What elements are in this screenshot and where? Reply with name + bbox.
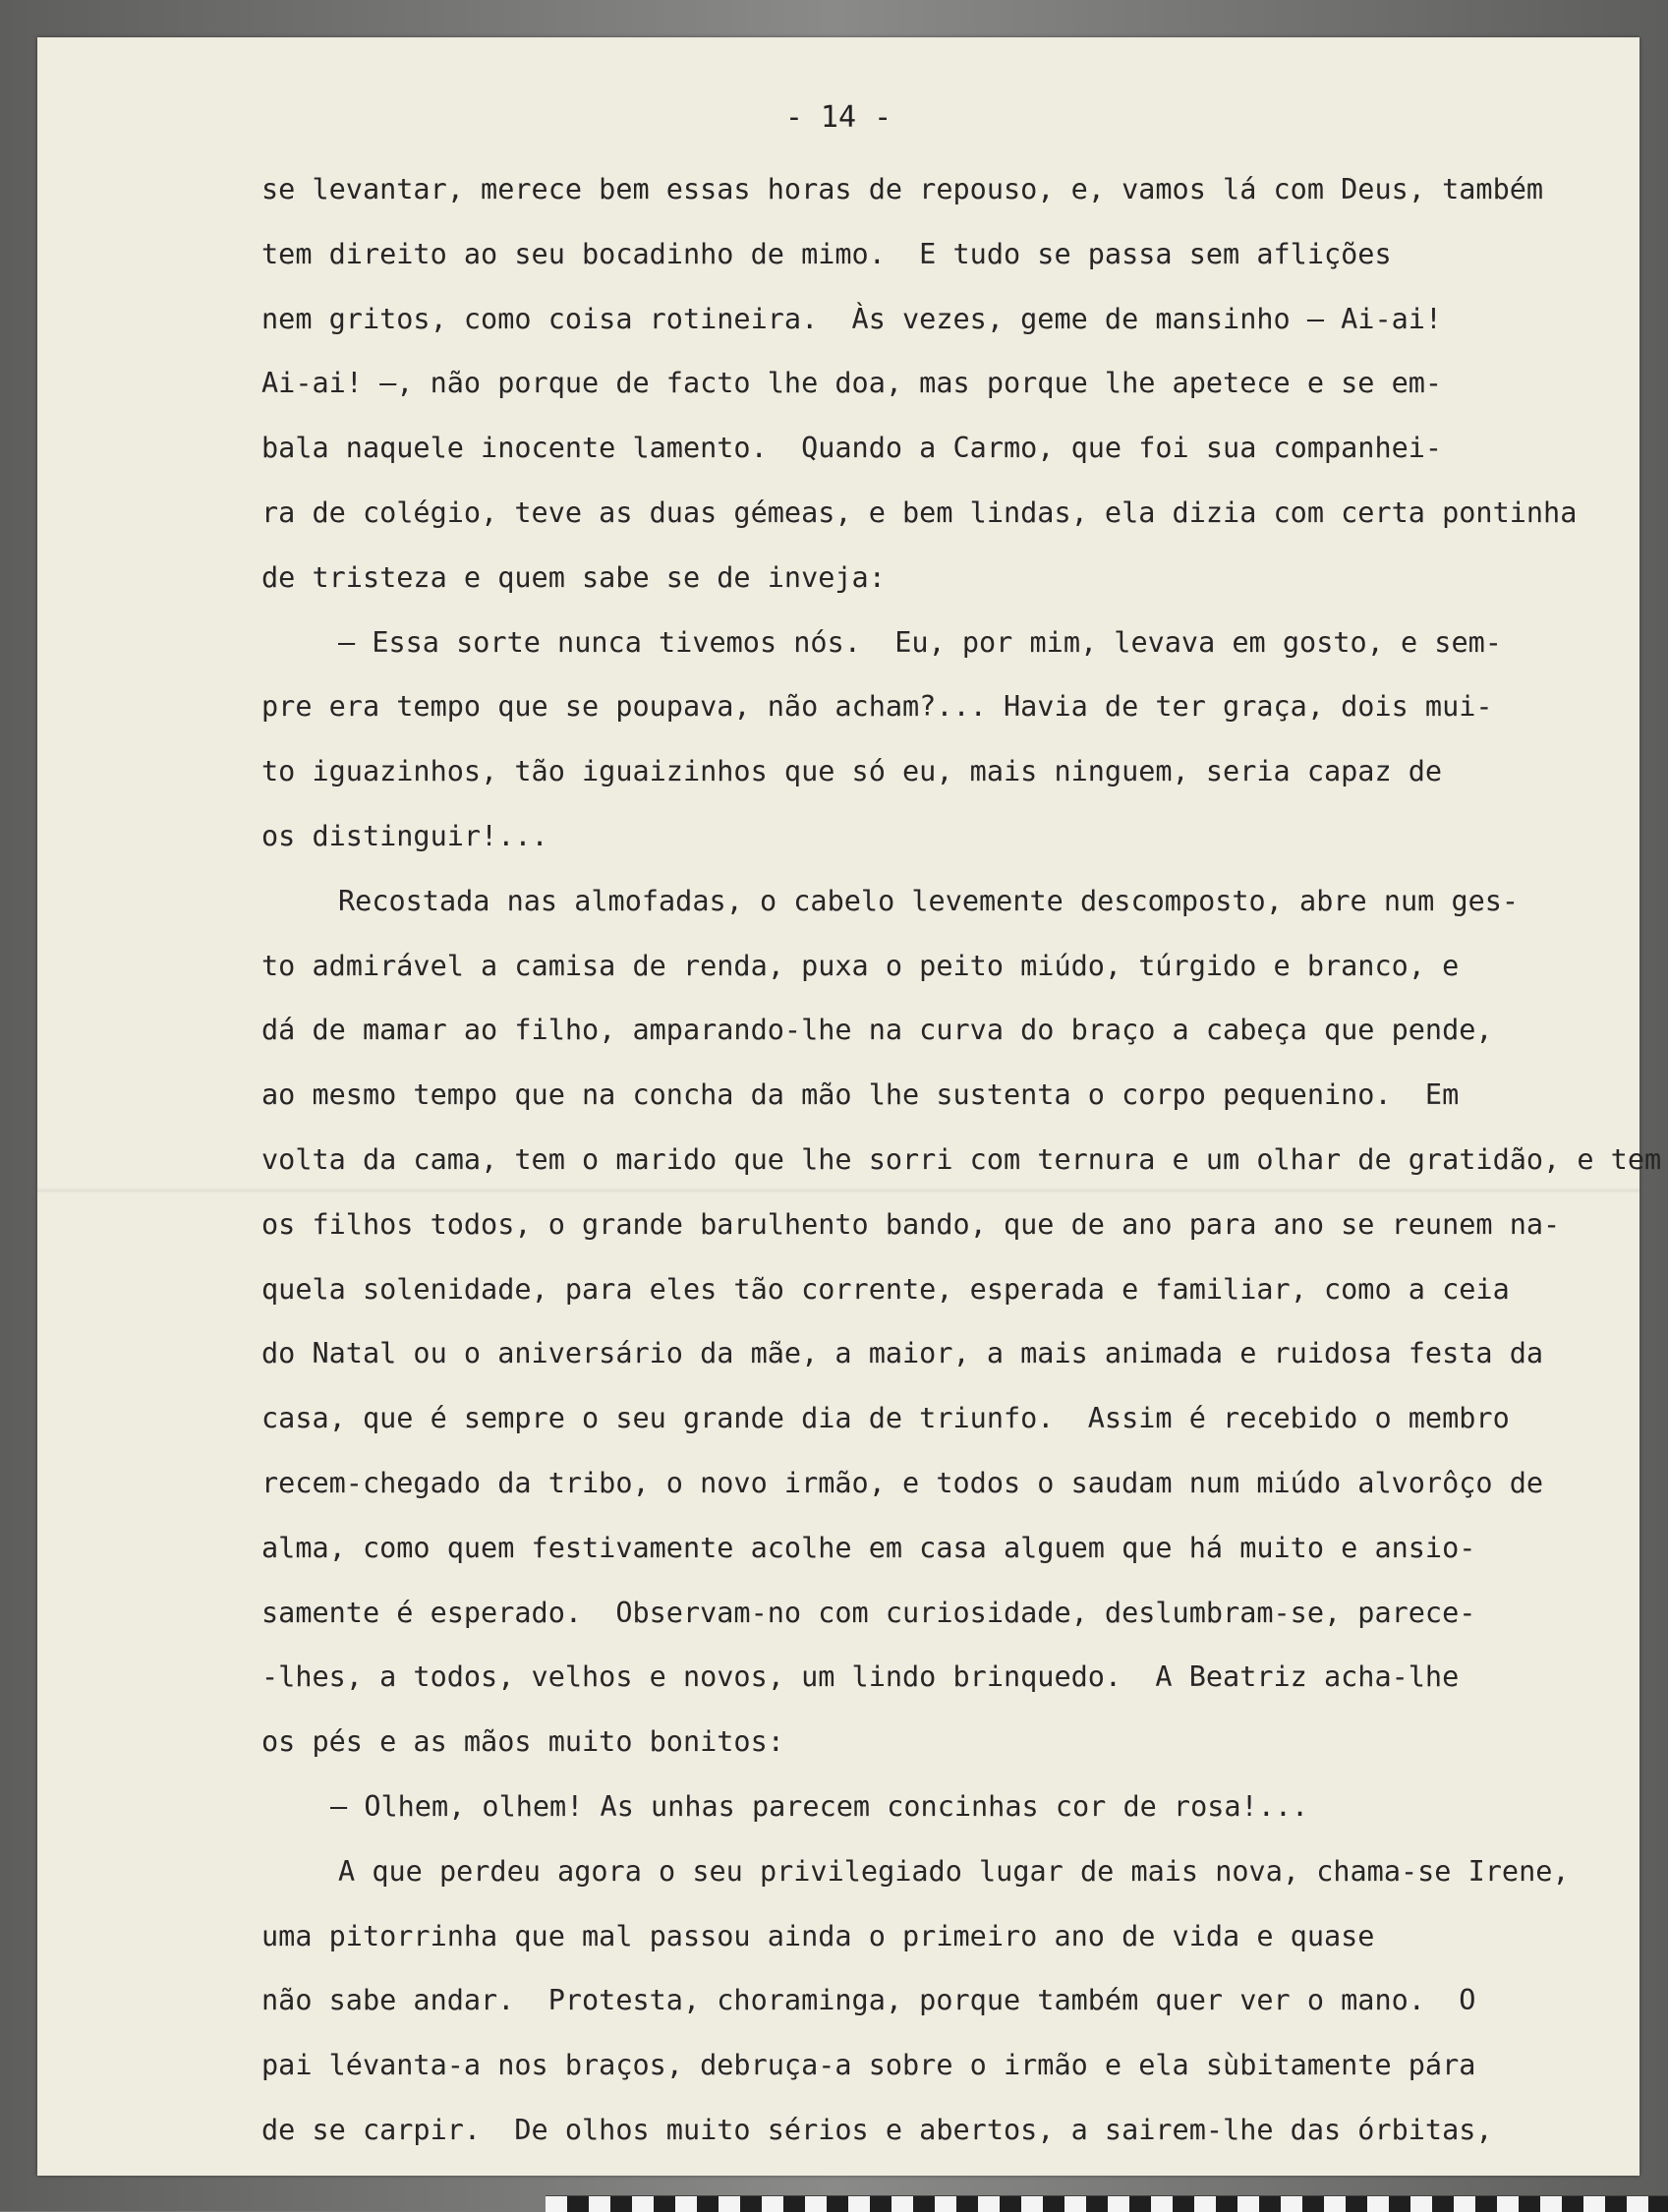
paragraph-start-line: Recostada nas almofadas, o cabelo levemente descomposto, abre num ges- xyxy=(338,884,1520,917)
text-line: to iguazinhos, tão iguaizinhos que só eu, mais ninguem, seria capaz de xyxy=(261,755,1443,788)
text-line: pre era tempo que se poupava, não acham?... Havia de ter graça, dois mui- xyxy=(261,690,1493,724)
text-line: nem gritos, como coisa rotineira. Às vezes, geme de mansinho — Ai-ai! xyxy=(261,302,1443,335)
text-line: os distinguir!... xyxy=(261,819,548,852)
paragraph-start-line: A que perdeu agora o seu privilegiado lugar de mais nova, chama-se Irene, xyxy=(338,1854,1570,1888)
text-line: tem direito ao seu bocadinho de mimo. E tudo se passa sem aflições xyxy=(261,237,1392,270)
text-line: do Natal ou o aniversário da mãe, a maior, a mais animada e ruidosa festa da xyxy=(261,1337,1544,1370)
text-line: ao mesmo tempo que na concha da mão lhe sustenta o corpo pequenino. Em xyxy=(261,1078,1460,1112)
text-line: os pés e as mãos muito bonitos: xyxy=(261,1725,784,1759)
page-number: - 14 - xyxy=(784,100,892,135)
text-line: recem-chegado da tribo, o novo irmão, e todos o saudam num miúdo alvorôço de xyxy=(261,1466,1544,1499)
text-line: volta da cama, tem o marido que lhe sorri com ternura e um olhar de gratidão, e tem xyxy=(261,1142,1662,1176)
text-line: pai lévanta-a nos braços, debruça-a sobre o irmão e ela sùbitamente pára xyxy=(261,2049,1476,2082)
text-line: casa, que é sempre o seu grande dia de triunfo. Assim é recebido o membro xyxy=(261,1402,1510,1435)
text-line: uma pitorrinha que mal passou ainda o primeiro ano de vida e quase xyxy=(261,1919,1375,1952)
text-line: -lhes, a todos, velhos e novos, um lindo brinquedo. A Beatriz acha-lhe xyxy=(261,1660,1460,1694)
text-line: to admirável a camisa de renda, puxa o peito miúdo, túrgido e branco, e xyxy=(261,949,1460,982)
text-line: alma, como quem festivamente acolhe em casa alguem que há muito e ansio- xyxy=(261,1531,1476,1564)
dialogue-line: — Olhem, olhem! As unhas parecem concinhas cor de rosa!... xyxy=(330,1789,1309,1823)
text-line: quela solenidade, para eles tão corrente, esperada e familiar, como a ceia xyxy=(261,1272,1510,1306)
text-line: os filhos todos, o grande barulhento bando, que de ano para ano se reunem na- xyxy=(261,1207,1561,1241)
typewritten-page xyxy=(37,37,1662,2176)
text-line: samente é esperado. Observam-no com curiosidade, deslumbram-se, parece- xyxy=(261,1596,1476,1629)
page-body xyxy=(261,157,1668,2163)
text-line: de tristeza e quem sabe se de inveja: xyxy=(261,560,886,594)
text-line: ra de colégio, teve as duas gémeas, e bem lindas, ela dizia com certa pontinha xyxy=(261,495,1578,529)
dialogue-line: — Essa sorte nunca tivemos nós. Eu, por mim, levava em gosto, e sem- xyxy=(338,625,1502,659)
text-line: dá de mamar ao filho, amparando-lhe na curva do braço a cabeça que pende, xyxy=(261,1014,1493,1047)
text-line: de se carpir. De olhos muito sérios e abertos, a sairem-lhe das órbitas, xyxy=(261,2113,1493,2146)
text-line: não sabe andar. Protesta, choraminga, porque também quer ver o mano. O xyxy=(261,1984,1476,2017)
text-line: Ai-ai! —, não porque de facto lhe doa, mas porque lhe apetece e se em- xyxy=(261,367,1443,400)
scale-ruler xyxy=(546,2195,1668,2212)
text-line: se levantar, merece bem essas horas de repouso, e, vamos lá com Deus, também xyxy=(261,173,1544,205)
text-line: bala naquele inocente lamento. Quando a Carmo, que foi sua companhei- xyxy=(261,432,1443,465)
